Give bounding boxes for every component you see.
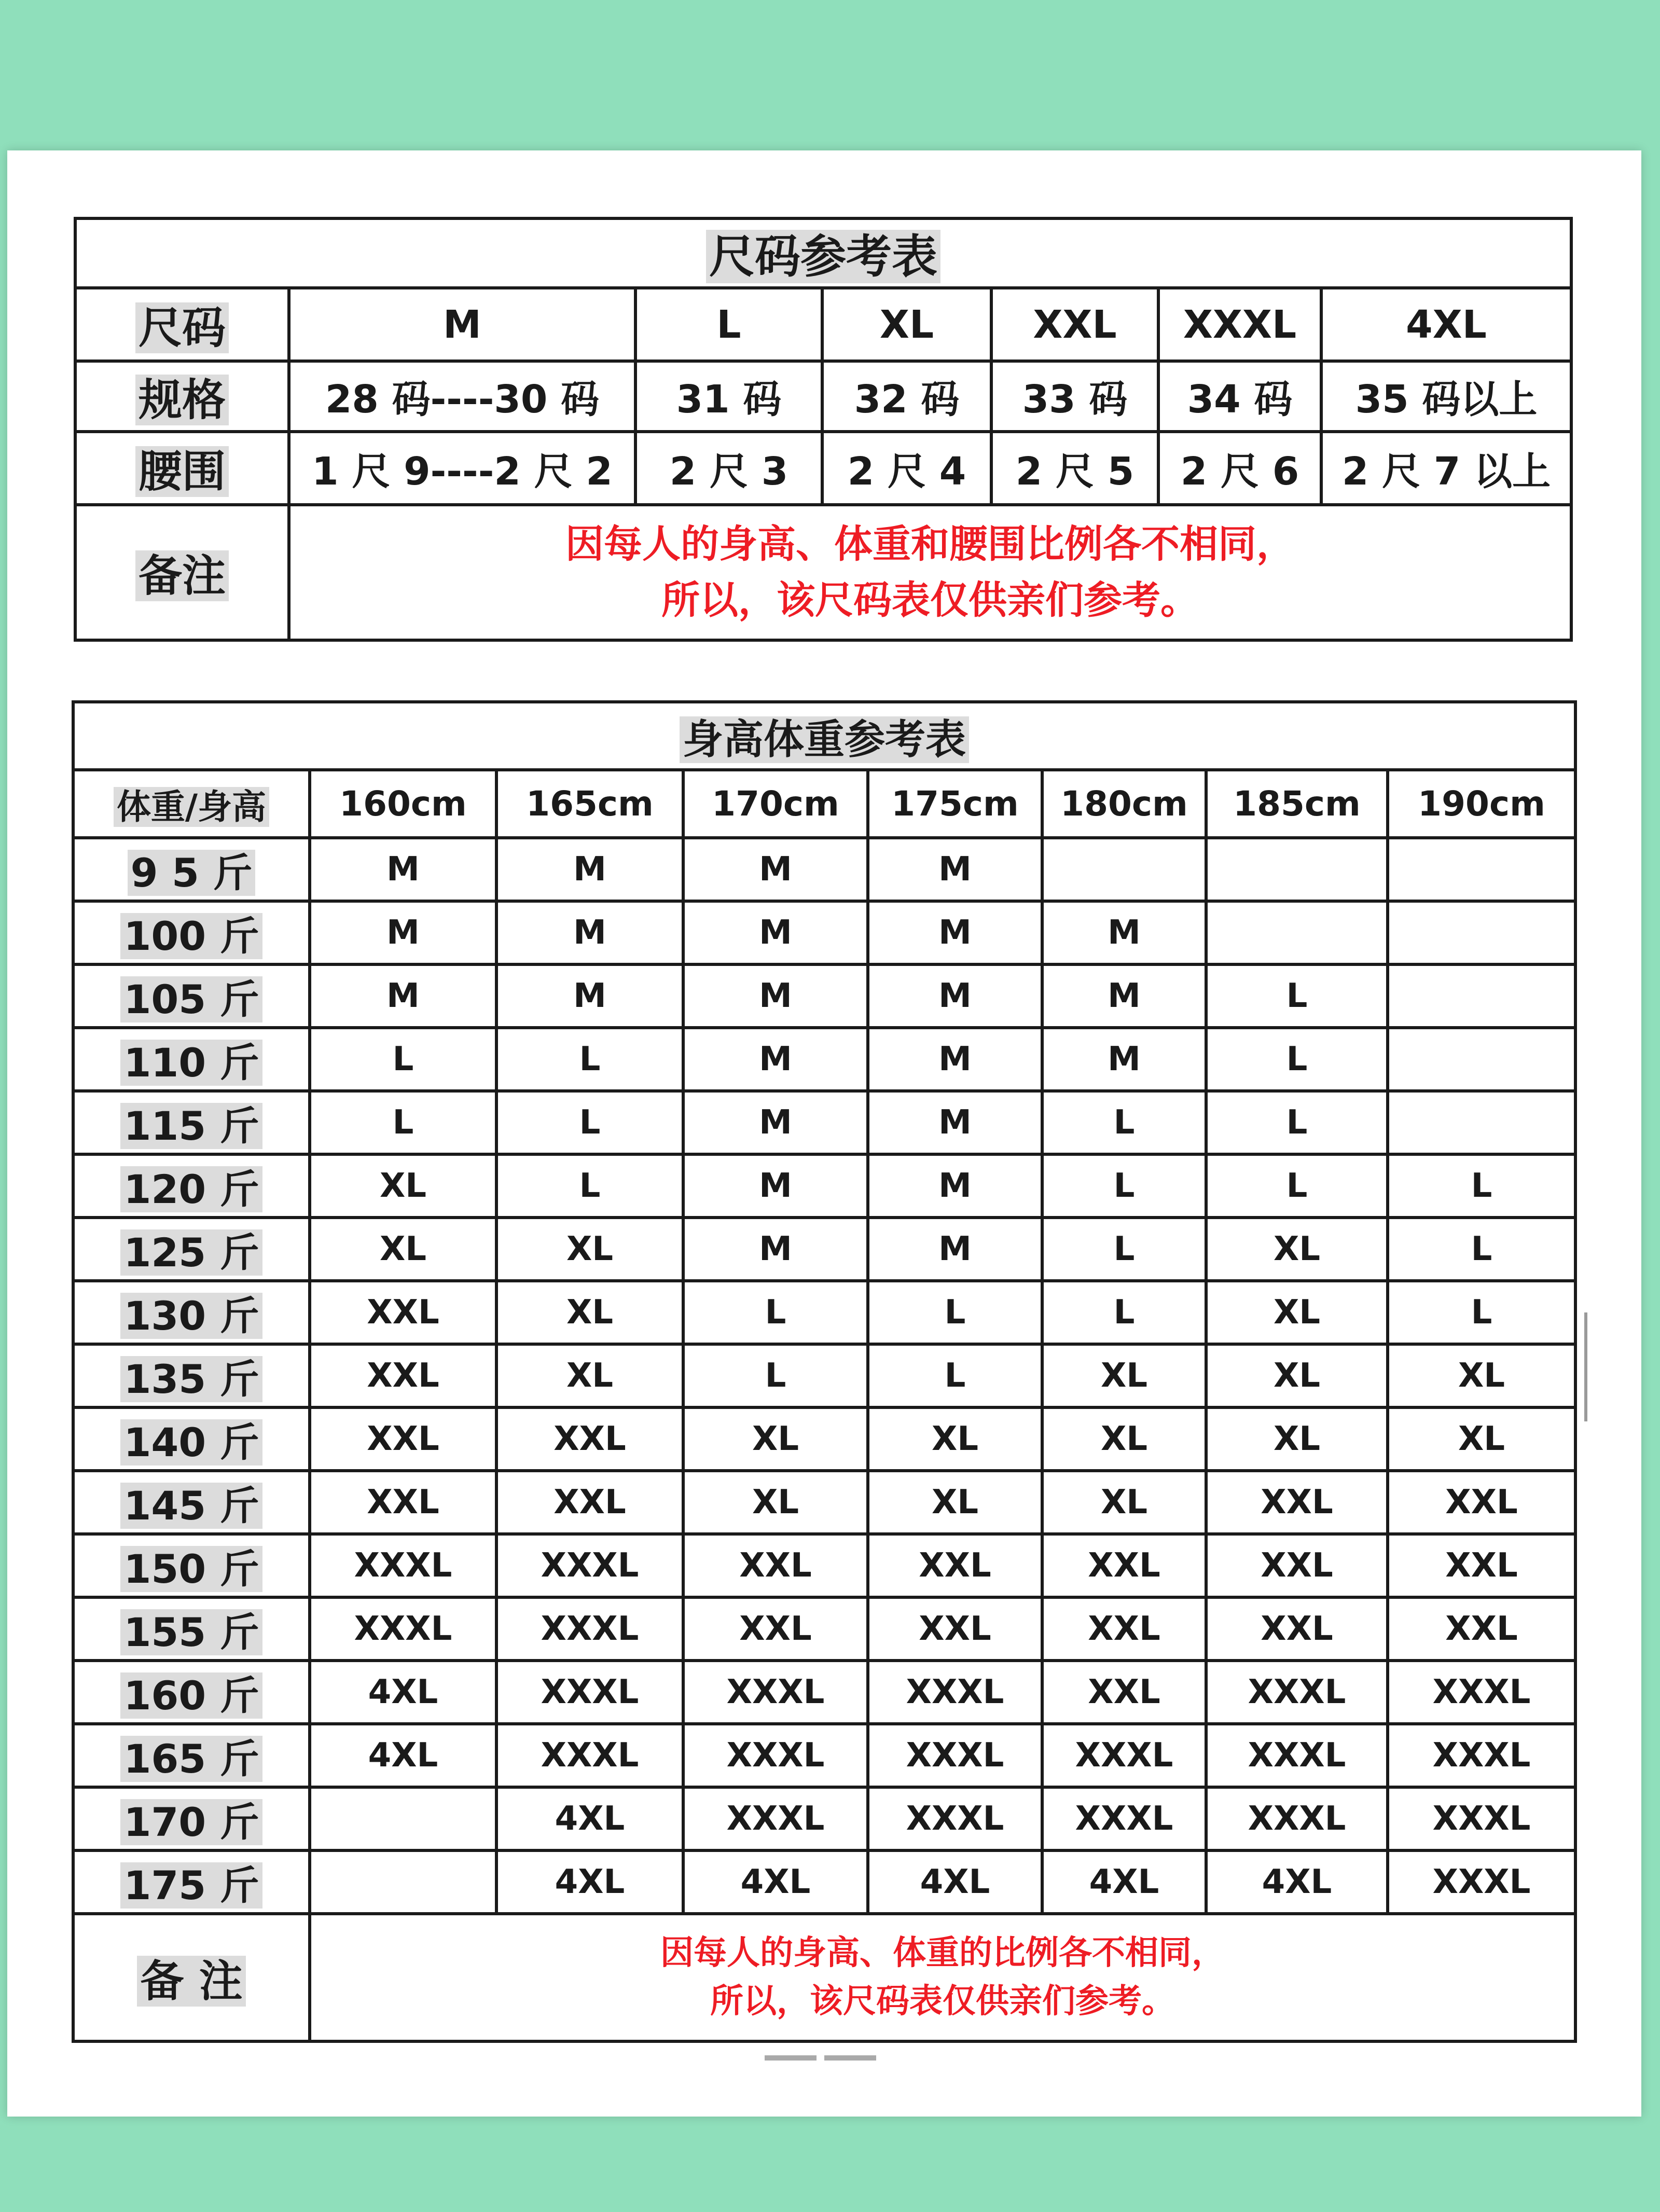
row-header-note: 备 注: [73, 1914, 310, 2041]
size-recommendation-cell: 4XL: [683, 1850, 868, 1914]
height-weight-note: [310, 1914, 1575, 2041]
weight-label: 120 斤: [73, 1154, 310, 1218]
size-recommendation-cell: XXL: [1042, 1534, 1206, 1597]
size-recommendation-cell: XXXL: [683, 1787, 868, 1850]
size-recommendation-cell: 4XL: [496, 1850, 683, 1914]
weight-row: [73, 1661, 1575, 1724]
size-cell: M: [289, 288, 635, 361]
size-recommendation-cell: L: [1206, 964, 1388, 1028]
size-recommendation-cell: M: [496, 964, 683, 1028]
size-recommendation-cell: XXXL: [310, 1597, 496, 1661]
size-chart-table: [74, 217, 1573, 642]
size-recommendation-cell: XXXL: [683, 1724, 868, 1787]
size-recommendation-cell: M: [1042, 901, 1206, 964]
weight-row: [73, 1787, 1575, 1850]
size-recommendation-cell: XXL: [310, 1344, 496, 1407]
size-recommendation-cell: M: [496, 838, 683, 901]
size-recommendation-cell: XXL: [496, 1407, 683, 1471]
weight-row: [73, 1091, 1575, 1154]
size-recommendation-cell: L: [496, 1028, 683, 1091]
spec-cell: 33 码: [991, 361, 1158, 432]
size-recommendation-cell: 4XL: [496, 1787, 683, 1850]
scroll-marker: [1584, 1312, 1587, 1421]
size-recommendation-cell: [1388, 901, 1575, 964]
size-recommendation-cell: XXL: [496, 1471, 683, 1534]
size-recommendation-cell: XL: [683, 1471, 868, 1534]
size-recommendation-cell: XL: [310, 1218, 496, 1281]
size-cell: XL: [822, 288, 991, 361]
waist-cell: 2 尺 7 以上: [1321, 432, 1571, 505]
size-recommendation-cell: XXXL: [868, 1724, 1042, 1787]
waist-cell: 2 尺 6: [1158, 432, 1321, 505]
size-recommendation-cell: [1388, 1091, 1575, 1154]
weight-label: 115 斤: [73, 1091, 310, 1154]
size-recommendation-cell: XXXL: [1206, 1787, 1388, 1850]
size-recommendation-cell: M: [310, 838, 496, 901]
size-recommendation-cell: 4XL: [868, 1850, 1042, 1914]
size-recommendation-cell: XXL: [1206, 1597, 1388, 1661]
size-recommendation-cell: XXXL: [310, 1534, 496, 1597]
size-recommendation-cell: L: [868, 1281, 1042, 1344]
note-row: [75, 505, 1571, 640]
size-recommendation-cell: XXXL: [868, 1787, 1042, 1850]
size-recommendation-cell: L: [1206, 1154, 1388, 1218]
size-recommendation-cell: XXL: [683, 1534, 868, 1597]
size-recommendation-cell: 4XL: [310, 1661, 496, 1724]
waist-cell: 2 尺 3: [635, 432, 822, 505]
height-header: 170cm: [683, 770, 868, 838]
size-recommendation-cell: [1388, 1028, 1575, 1091]
weight-label: 110 斤: [73, 1028, 310, 1091]
size-recommendation-cell: XXXL: [1388, 1724, 1575, 1787]
weight-label: 140 斤: [73, 1407, 310, 1471]
note-line-1: 因每人的身高、体重的比例各不相同，: [660, 1934, 1225, 1973]
weight-row: [73, 1407, 1575, 1471]
size-recommendation-cell: [1206, 901, 1388, 964]
size-recommendation-cell: XL: [1206, 1281, 1388, 1344]
size-recommendation-cell: M: [683, 1154, 868, 1218]
size-recommendation-cell: XXXL: [496, 1724, 683, 1787]
size-cell: L: [635, 288, 822, 361]
size-recommendation-cell: M: [310, 964, 496, 1028]
size-recommendation-cell: L: [1042, 1091, 1206, 1154]
size-chart-note: [289, 505, 1571, 640]
spec-cell: 34 码: [1158, 361, 1321, 432]
size-recommendation-cell: L: [1042, 1154, 1206, 1218]
row-header-note: 备注: [75, 505, 289, 640]
note-line-2: 所以，该尺码表仅供亲们参考。: [710, 1982, 1175, 2021]
size-recommendation-cell: XL: [1206, 1218, 1388, 1281]
note-line-2: 所以，该尺码表仅供亲们参考。: [661, 577, 1199, 623]
weight-label: 160 斤: [73, 1661, 310, 1724]
size-recommendation-cell: XL: [868, 1407, 1042, 1471]
weight-row: [73, 1597, 1575, 1661]
spec-cell: 28 码----30 码: [289, 361, 635, 432]
size-recommendation-cell: XXXL: [868, 1661, 1042, 1724]
weight-label: 150 斤: [73, 1534, 310, 1597]
size-recommendation-cell: M: [868, 1028, 1042, 1091]
size-recommendation-cell: L: [310, 1028, 496, 1091]
size-recommendation-cell: XXL: [683, 1597, 868, 1661]
size-row: [75, 288, 1571, 361]
size-recommendation-cell: XL: [868, 1471, 1042, 1534]
weight-label: 170 斤: [73, 1787, 310, 1850]
weight-label: 135 斤: [73, 1344, 310, 1407]
height-header-row: [73, 770, 1575, 838]
size-recommendation-cell: XXL: [1388, 1471, 1575, 1534]
weight-row: [73, 838, 1575, 901]
height-header: 185cm: [1206, 770, 1388, 838]
height-header: 165cm: [496, 770, 683, 838]
row-header-waist: 腰围: [75, 432, 289, 505]
note-line-1: 因每人的身高、体重和腰围比例各不相同，: [565, 522, 1295, 567]
size-recommendation-cell: XL: [1042, 1407, 1206, 1471]
size-recommendation-cell: XXXL: [683, 1661, 868, 1724]
size-recommendation-cell: XXXL: [1388, 1661, 1575, 1724]
size-cell: XXXL: [1158, 288, 1321, 361]
weight-row: [73, 1154, 1575, 1218]
size-recommendation-cell: L: [683, 1344, 868, 1407]
size-recommendation-cell: 4XL: [1206, 1850, 1388, 1914]
size-recommendation-cell: M: [310, 901, 496, 964]
weight-row: [73, 1471, 1575, 1534]
size-recommendation-cell: L: [496, 1154, 683, 1218]
size-recommendation-cell: XL: [496, 1344, 683, 1407]
size-recommendation-cell: XXL: [1206, 1534, 1388, 1597]
weight-row: [73, 1344, 1575, 1407]
note-row: [73, 1914, 1575, 2041]
height-weight-body: [73, 838, 1575, 1914]
size-recommendation-cell: XXL: [1388, 1597, 1575, 1661]
weight-row: [73, 1028, 1575, 1091]
size-recommendation-cell: L: [683, 1281, 868, 1344]
size-recommendation-cell: XL: [1206, 1344, 1388, 1407]
size-recommendation-cell: XXXL: [1388, 1787, 1575, 1850]
size-recommendation-cell: XL: [683, 1407, 868, 1471]
size-recommendation-cell: XXXL: [496, 1597, 683, 1661]
size-recommendation-cell: XXL: [310, 1471, 496, 1534]
size-recommendation-cell: L: [868, 1344, 1042, 1407]
waist-cell: 2 尺 5: [991, 432, 1158, 505]
waist-cell: 2 尺 4: [822, 432, 991, 505]
row-header-size: 尺码: [75, 288, 289, 361]
weight-label: 165 斤: [73, 1724, 310, 1787]
size-recommendation-cell: XL: [496, 1218, 683, 1281]
size-recommendation-cell: M: [683, 1218, 868, 1281]
spec-cell: 32 码: [822, 361, 991, 432]
size-recommendation-cell: M: [683, 964, 868, 1028]
size-recommendation-cell: XXL: [1042, 1661, 1206, 1724]
size-recommendation-cell: M: [868, 1218, 1042, 1281]
size-recommendation-cell: L: [1206, 1091, 1388, 1154]
weight-label: 125 斤: [73, 1218, 310, 1281]
weight-row: [73, 1850, 1575, 1914]
size-recommendation-cell: XL: [310, 1154, 496, 1218]
weight-label: 9 5 斤: [73, 838, 310, 901]
size-recommendation-cell: L: [1388, 1218, 1575, 1281]
weight-label: 175 斤: [73, 1850, 310, 1914]
size-recommendation-cell: L: [1206, 1028, 1388, 1091]
size-recommendation-cell: [1206, 838, 1388, 901]
weight-label: 105 斤: [73, 964, 310, 1028]
height-weight-table: [72, 700, 1577, 2043]
size-recommendation-cell: XXL: [868, 1597, 1042, 1661]
height-weight-title: 身高体重参考表: [73, 702, 1575, 770]
size-recommendation-cell: L: [1388, 1281, 1575, 1344]
size-recommendation-cell: [1388, 964, 1575, 1028]
height-header: 180cm: [1042, 770, 1206, 838]
size-recommendation-cell: [310, 1787, 496, 1850]
size-recommendation-cell: XL: [1206, 1407, 1388, 1471]
size-recommendation-cell: XXXL: [496, 1534, 683, 1597]
size-recommendation-cell: M: [683, 1091, 868, 1154]
size-cell: XXL: [991, 288, 1158, 361]
size-recommendation-cell: M: [683, 1028, 868, 1091]
spec-row: [75, 361, 1571, 432]
size-recommendation-cell: XL: [1042, 1344, 1206, 1407]
weight-label: 145 斤: [73, 1471, 310, 1534]
size-recommendation-cell: XXXL: [496, 1661, 683, 1724]
size-recommendation-cell: M: [1042, 1028, 1206, 1091]
size-recommendation-cell: [1042, 838, 1206, 901]
spec-cell: 35 码以上: [1321, 361, 1571, 432]
weight-row: [73, 964, 1575, 1028]
size-recommendation-cell: L: [1388, 1154, 1575, 1218]
row-header-spec: 规格: [75, 361, 289, 432]
page-break-mark: [765, 2055, 884, 2061]
weight-label: 155 斤: [73, 1597, 310, 1661]
size-recommendation-cell: M: [868, 901, 1042, 964]
size-recommendation-cell: L: [310, 1091, 496, 1154]
weight-label: 130 斤: [73, 1281, 310, 1344]
waist-row: [75, 432, 1571, 505]
size-recommendation-cell: XL: [1042, 1471, 1206, 1534]
size-recommendation-cell: XXXL: [1042, 1787, 1206, 1850]
document-page: [7, 150, 1641, 2117]
size-recommendation-cell: XXL: [1042, 1597, 1206, 1661]
size-recommendation-cell: M: [868, 838, 1042, 901]
waist-cell: 1 尺 9----2 尺 2: [289, 432, 635, 505]
size-recommendation-cell: [1388, 838, 1575, 901]
size-recommendation-cell: L: [496, 1091, 683, 1154]
size-recommendation-cell: XXXL: [1042, 1724, 1206, 1787]
weight-row: [73, 1218, 1575, 1281]
weight-row: [73, 901, 1575, 964]
weight-row: [73, 1724, 1575, 1787]
size-recommendation-cell: M: [683, 901, 868, 964]
size-recommendation-cell: XL: [496, 1281, 683, 1344]
size-recommendation-cell: XXL: [868, 1534, 1042, 1597]
size-chart-title: 尺码参考表: [75, 218, 1571, 288]
size-recommendation-cell: XXL: [1206, 1471, 1388, 1534]
height-header: 190cm: [1388, 770, 1575, 838]
size-recommendation-cell: [310, 1850, 496, 1914]
weight-label: 100 斤: [73, 901, 310, 964]
weight-row: [73, 1281, 1575, 1344]
size-recommendation-cell: XL: [1388, 1344, 1575, 1407]
height-header: 160cm: [310, 770, 496, 838]
spec-cell: 31 码: [635, 361, 822, 432]
size-recommendation-cell: L: [1042, 1281, 1206, 1344]
size-recommendation-cell: M: [868, 964, 1042, 1028]
size-recommendation-cell: XXXL: [1206, 1724, 1388, 1787]
size-recommendation-cell: XXXL: [1388, 1850, 1575, 1914]
size-recommendation-cell: XXL: [1388, 1534, 1575, 1597]
size-recommendation-cell: L: [1042, 1218, 1206, 1281]
size-recommendation-cell: XXL: [310, 1281, 496, 1344]
size-recommendation-cell: M: [683, 838, 868, 901]
size-recommendation-cell: XXL: [310, 1407, 496, 1471]
size-recommendation-cell: 4XL: [1042, 1850, 1206, 1914]
size-recommendation-cell: M: [1042, 964, 1206, 1028]
corner-header: 体重/身高: [73, 770, 310, 838]
size-cell: 4XL: [1321, 288, 1571, 361]
height-header: 175cm: [868, 770, 1042, 838]
size-recommendation-cell: M: [868, 1154, 1042, 1218]
size-recommendation-cell: XXXL: [1206, 1661, 1388, 1724]
weight-row: [73, 1534, 1575, 1597]
size-recommendation-cell: M: [496, 901, 683, 964]
size-recommendation-cell: M: [868, 1091, 1042, 1154]
size-recommendation-cell: XL: [1388, 1407, 1575, 1471]
size-recommendation-cell: 4XL: [310, 1724, 496, 1787]
